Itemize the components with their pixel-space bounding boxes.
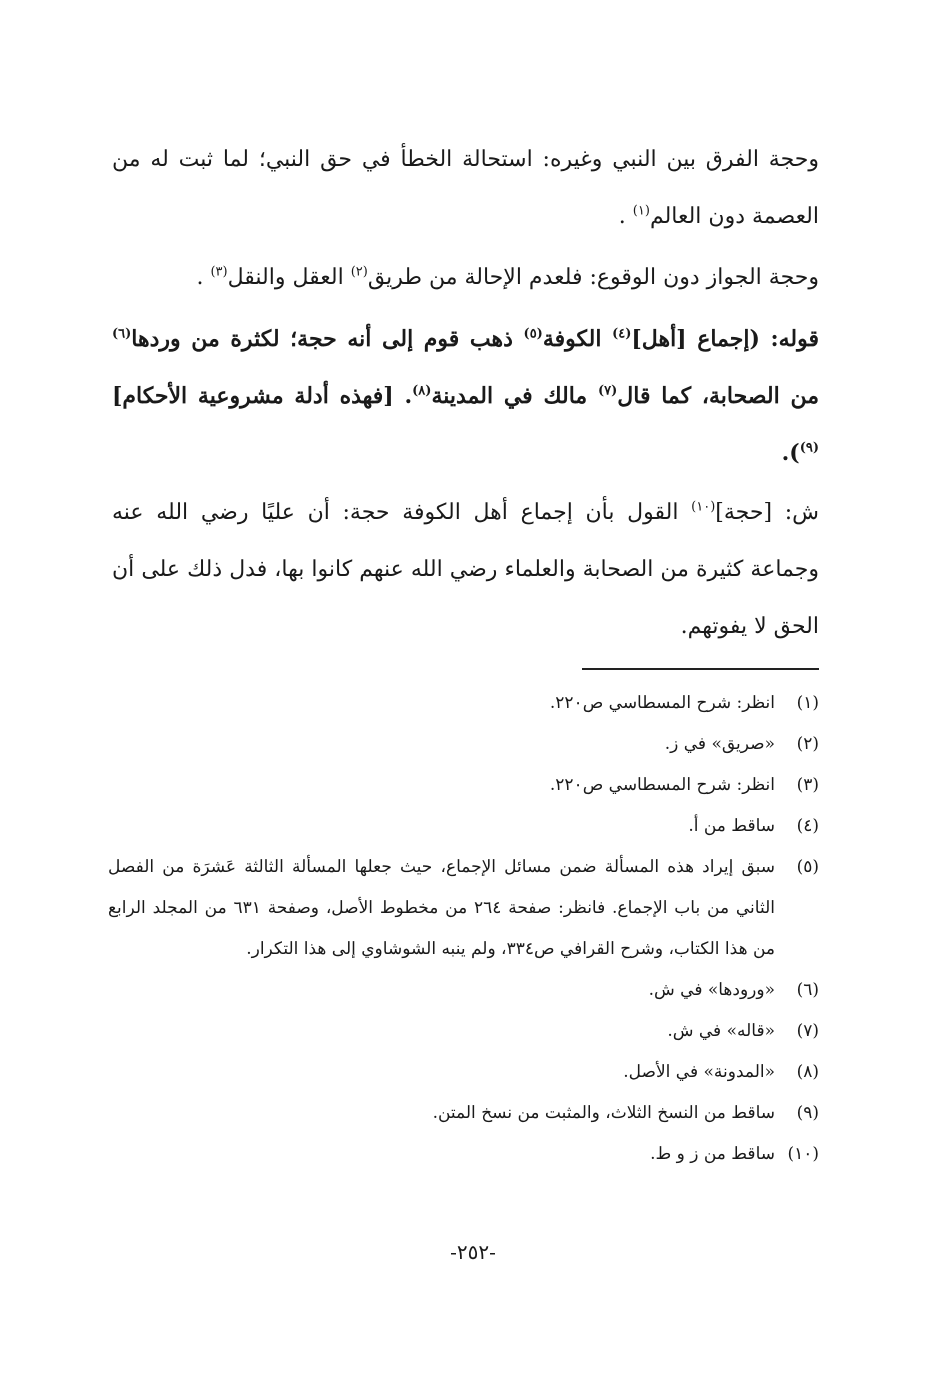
footnote-item <box>108 1093 819 1134</box>
footnote-text: «ورودها» في ش. <box>648 980 775 1000</box>
footnote-item <box>108 683 819 724</box>
matn-part-g: ). <box>781 440 800 466</box>
matn-part-a: قوله: (إجماع [أهل] <box>631 326 819 352</box>
paragraph-2-mid: العقل والنقل <box>227 265 351 290</box>
footnote-number: (٢) <box>796 734 819 754</box>
paragraph-1-text: وحجة الفرق بين النبي وغيره: استحالة الخطأ في حق النبي؛ لما ثبت له من العصمة دون العالم <box>112 147 819 229</box>
footnote-item <box>108 806 819 847</box>
matn-part-e: مالك في المدينة <box>431 383 598 409</box>
footnote-ref-8: (٨) <box>412 383 432 399</box>
footnote-separator <box>582 668 819 670</box>
footnote-ref-3: (٣) <box>210 264 228 280</box>
paragraph-1 <box>112 131 819 245</box>
footnote-item <box>108 765 819 806</box>
commentary-part-b: القول بأن إجماع أهل الكوفة حجة: أن عليًا رضي الله عنه وجماعة كثيرة من الصحابة والعلماء رضي الله عنهم كانوا بها، فدل ذلك على أن الحق لا يفوتهم. <box>112 500 819 639</box>
matn-part-c: ذهب قوم إلى أنه حجة؛ لكثرة من وردها <box>131 326 524 352</box>
footnotes-section <box>108 683 819 1175</box>
matn-part-d: من الصحابة، كما قال <box>617 383 819 409</box>
footnote-number: (١٠) <box>787 1144 819 1164</box>
matn-part-b: الكوفة <box>542 326 613 352</box>
footnote-number: (٩) <box>796 1103 819 1123</box>
footnote-item <box>108 1011 819 1052</box>
footnote-text: «قاله» في ش. <box>667 1021 775 1041</box>
footnote-ref-1: (١) <box>632 203 650 219</box>
footnote-text: ساقط من أ. <box>688 816 775 836</box>
footnote-item <box>108 1052 819 1093</box>
commentary-paragraph <box>112 484 819 655</box>
footnote-number: (٤) <box>796 816 819 836</box>
matn-part-f: . [فهذه أدلة مشروعية الأحكام] <box>112 383 413 409</box>
footnote-number: (٥) <box>796 857 819 877</box>
footnote-number: (٨) <box>796 1062 819 1082</box>
quoted-matn-paragraph <box>112 311 819 482</box>
footnote-text: «المدونة» في الأصل. <box>623 1062 775 1082</box>
page-number: -٢٥٢- <box>450 1240 496 1264</box>
paragraph-2-text: وحجة الجواز دون الوقوع: فلعدم الإحالة من طريق <box>367 265 819 290</box>
footnote-number: (٦) <box>796 980 819 1000</box>
footnote-ref-5: (٥) <box>523 326 543 342</box>
footnote-ref-6: (٦) <box>112 326 132 342</box>
footnote-text: ساقط من النسخ الثلاث، والمثبت من نسخ المتن. <box>432 1103 775 1123</box>
paragraph-2 <box>112 249 819 306</box>
footnote-ref-9: (٩) <box>799 440 819 456</box>
footnote-text: ساقط من ز و ط. <box>650 1144 775 1164</box>
footnote-text: انظر: شرح المسطاسي ص٢٢٠. <box>549 775 775 795</box>
paragraph-2-end: . <box>196 265 211 290</box>
footnote-ref-7: (٧) <box>597 383 618 399</box>
footnote-number: (٧) <box>796 1021 819 1041</box>
footnote-item <box>108 1134 819 1175</box>
footnote-text: «صريق» في ز. <box>664 734 775 754</box>
footnote-item <box>108 970 819 1011</box>
footnote-ref-4: (٤) <box>612 326 632 342</box>
paragraph-1-end: . <box>618 204 633 229</box>
footnote-item <box>108 847 819 970</box>
footnote-ref-10: (١٠) <box>691 499 716 515</box>
footnote-item <box>108 724 819 765</box>
footnote-number: (١) <box>796 693 819 713</box>
footnote-ref-2: (٢) <box>350 264 368 280</box>
footnote-number: (٣) <box>796 775 819 795</box>
commentary-part-a: ش: [حجة] <box>715 500 819 525</box>
footnote-text: سبق إيراد هذه المسألة ضمن مسائل الإجماع، حيث جعلها المسألة الثالثة عَشرَة من الفصل الثاني من باب الإجماع. فانظر: صفحة ٢٦٤ من مخطوط الأصل، وصفحة ٦٣١ من المجلد الرابع من هذا الكتاب، وشرح القرافي ص٣٣٤، ولم ينبه الشوشاوي إلى هذا التكرار. <box>108 857 775 959</box>
footnote-text: انظر: شرح المسطاسي ص٢٢٠. <box>549 693 775 713</box>
